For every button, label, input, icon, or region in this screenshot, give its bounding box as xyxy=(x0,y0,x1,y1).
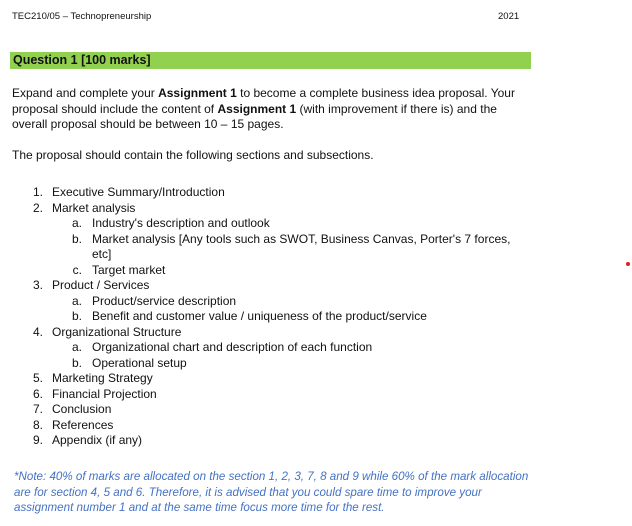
item-text: Operational setup xyxy=(92,355,187,370)
item-letter: b. xyxy=(71,355,82,370)
item-text: Target market xyxy=(92,262,166,277)
item-text: Organizational chart and description of each function xyxy=(92,340,373,354)
item-text: Market analysis xyxy=(52,200,136,215)
item-text: Industry's description and outlook xyxy=(92,216,270,230)
item-number: 7. xyxy=(32,402,43,416)
assignment-ref: Assignment 1 xyxy=(217,101,297,116)
item-text: References xyxy=(52,417,114,432)
year: 2021 xyxy=(498,11,520,22)
item-letter: a. xyxy=(71,293,82,308)
item-letter: c. xyxy=(72,262,82,277)
item-number: 3. xyxy=(32,278,43,292)
item-text: Marketing Strategy xyxy=(52,371,153,385)
item-number: 6. xyxy=(32,386,43,401)
assignment-ref: Assignment 1 xyxy=(158,86,237,100)
item-number: 1. xyxy=(32,185,43,199)
course-code: TEC210/05 – Technopreneurship xyxy=(12,11,152,22)
item-number: 9. xyxy=(32,433,43,447)
intro-paragraph xyxy=(12,86,532,133)
item-text: Executive Summary/Introduction xyxy=(52,185,225,199)
item-letter: a. xyxy=(71,340,82,354)
page-header xyxy=(12,11,620,25)
item-number: 5. xyxy=(32,371,43,385)
question-heading: Question 1 [100 marks] xyxy=(10,52,531,69)
item-text: Appendix (if any) xyxy=(52,433,143,447)
intro-text: to become a complete business idea proposal. Your proposal should include the content of xyxy=(12,86,515,116)
item-text: Financial Projection xyxy=(52,386,157,401)
item-text: Product/service description xyxy=(92,293,237,308)
intro-text: (with improvement if there is) and the overall proposal should be between 10 – 15 pages. xyxy=(12,101,497,131)
sections-intro: The proposal should contain the following sections and subsections. xyxy=(12,148,374,162)
item-text: Organizational Structure xyxy=(52,324,182,339)
item-number: 2. xyxy=(32,200,43,215)
marks-note: *Note: 40% of marks are allocated on the section 1, 2, 3, 7, 8 and 9 while 60% of the mark allocation are for section 4, 5 and 6. Therefore, it is advised that you could spare time to improve your assignment number 1 and at the same time focus more time for the rest. xyxy=(14,470,529,515)
intro-text: Expand and complete your xyxy=(12,86,159,100)
item-letter: a. xyxy=(71,216,82,230)
item-number: 8. xyxy=(32,417,43,432)
item-text: Market analysis [Any tools such as SWOT, Business Canvas, Porter's 7 forces, etc] xyxy=(92,231,511,261)
item-number: 4. xyxy=(32,324,43,339)
red-dot-marker xyxy=(626,262,630,266)
item-letter: b. xyxy=(71,309,82,323)
item-text: Conclusion xyxy=(52,402,112,416)
item-text: Product / Services xyxy=(52,278,150,292)
item-text: Benefit and customer value / uniqueness of the product/service xyxy=(92,309,427,323)
item-letter: b. xyxy=(71,231,82,246)
